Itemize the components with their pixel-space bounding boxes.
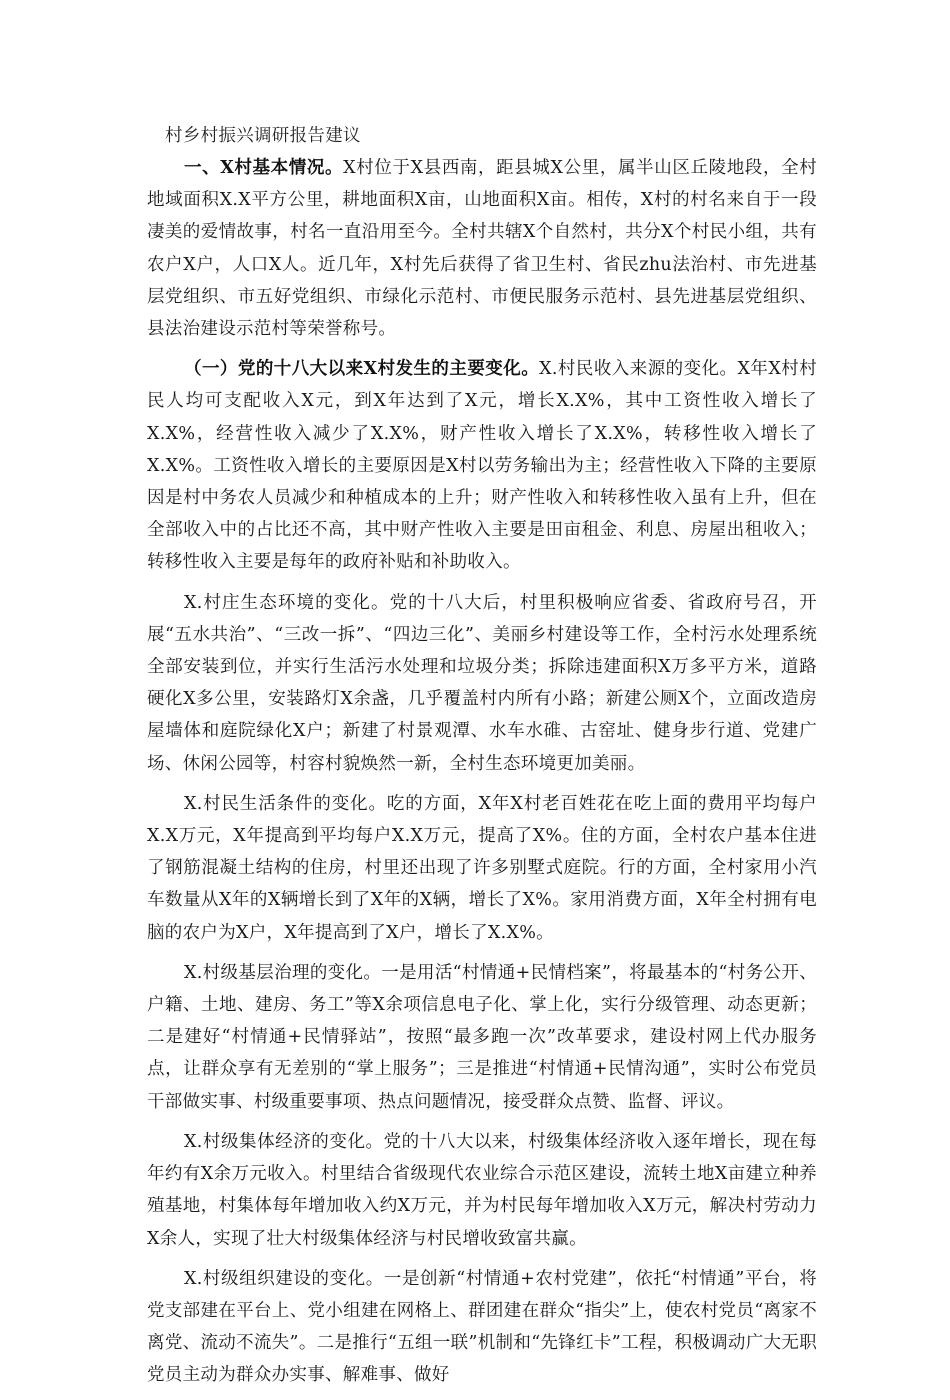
paragraph-text: X.村级基层治理的变化。一是用活“村情通+民情档案”，将最基本的“村务公开、户籍、土地、建房、务工”等X余项信息电子化、掌上化，实行分级管理、动态更新；二是建好“村情通+民情驿站”，按照“最多跑一次”改革要求，建设村网上代办服务点，让群众享有无差别的“掌上服务”；三是推进“村情通+民情沟通”，实时公布党员干部做实事、村级重要事项、热点问题情况，接受群众点赞、监督、评议。 — [147, 962, 817, 1112]
paragraph-heading: （一）党的十八大以来X村发生的主要变化。 — [184, 359, 540, 380]
paragraph-text: X.村民生活条件的变化。吃的方面，X年X村老百姓花在吃上面的费用平均每户X.X万元，X年提高到平均每户X.X万元，提高了X%。住的方面，全村农户基本住进了钢筋混凝土结构的住房，村里还出现了许多别墅式庭院。行的方面，全村家用小汽车数量从X年的X辆增长到了X年的X辆，增长了X%。家用消费方面，X年全村拥有电脑的农户为X户，X年提高到了X户，增长了X.X%。 — [147, 793, 817, 943]
paragraph-text: X.村级集体经济的变化。党的十八大以来，村级集体经济收入逐年增长，现在每年约有X余万元收入。村里结合省级现代农业综合示范区建设，流转土地X亩建立种养殖基地，村集体每年增加收入约X万元，并为村民每年增加收入X万元，解决村劳动力X余人，实现了壮大村级集体经济与村民增收致富共赢。 — [147, 1131, 817, 1249]
paragraph-organization — [147, 1263, 817, 1392]
paragraph-ecology — [147, 587, 817, 780]
document-title: 村乡村振兴调研报告建议 — [165, 126, 361, 146]
paragraph-text: X.村级组织建设的变化。一是创新“村情通+农村党建”，依托“村情通”平台，将党支部建在平台上、党小组建在网格上、群团建在群众“指尖”上，使农村党员“离家不离党、流动不流失”。二是推行“五组一联”机制和“先锋红卡”工程，积极调动广大无职党员主动为群众办实事、解难事、做好 — [147, 1268, 817, 1386]
document-body — [147, 120, 817, 1400]
paragraph-text: X.村民收入来源的变化。X年X村村民人均可支配收入X元，到X年达到了X元，增长X.X%，其中工资性收入增长了X.X%，经营性收入减少了X.X%，财产性收入增长了X.X%，转移性收入增长了X.X%。工资性收入增长的主要原因是X村以劳务输出为主；经营性收入下降的主要原因是村中务农人员减少和种植成本的上升；财产性收入和转移性收入虽有上升，但在全部收入中的占比还不高，其中财产性收入主要是田亩租金、利息、房屋出租收入；转移性收入主要是每年的政府补贴和补助收入。 — [147, 359, 817, 573]
paragraph-basic-situation — [147, 152, 817, 345]
paragraph-living-conditions — [147, 788, 817, 949]
paragraph-heading: 一、X村基本情况。 — [184, 158, 344, 178]
paragraph-collective-economy — [147, 1126, 817, 1255]
paragraph-text: X.村庄生态环境的变化。党的十八大后，村里积极响应省委、省政府号召，开展“五水共治”、“三改一拆”、“四边三化”、美丽乡村建设等工作，全村污水处理系统全部安装到位，并实行生活污水处理和垃圾分类；拆除违建面积X万多平方米，道路硬化X多公里，安装路灯X余盏，几乎覆盖村内所有小路；新建公厕X个，立面改造房屋墙体和庭院绿化X户；新建了村景观潭、水车水碓、古窑址、健身步行道、党建广场、休闲公园等，村容村貌焕然一新，全村生态环境更加美丽。 — [147, 592, 817, 774]
paragraph-text: X村位于X县西南，距县城X公里，属半山区丘陵地段，全村地域面积X.X平方公里，耕地面积X亩，山地面积X亩。相传，X村的村名来自于一段凄美的爱情故事，村名一直沿用至今。全村共辖X个自然村，共分X个村民小组，共有农户X户，人口X人。近几年，X村先后获得了省卫生村、省民zhu法治村、市先进基层党组织、市五好党组织、市绿化示范村、市便民服务示范村、县先进基层党组织、县法治建设示范村等荣誉称号。 — [147, 158, 817, 340]
paragraph-main-changes — [147, 353, 817, 578]
paragraph-governance — [147, 957, 817, 1118]
